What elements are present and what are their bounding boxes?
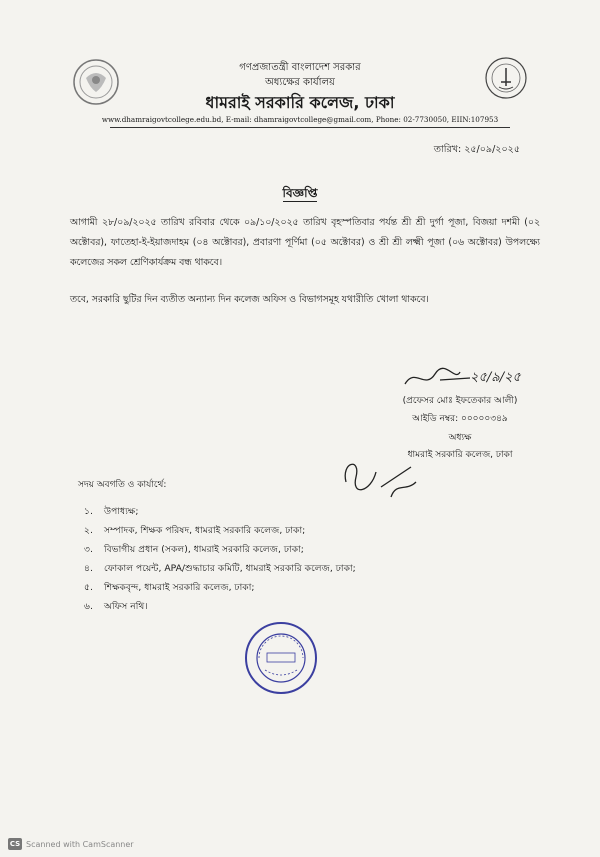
signatory-org: ধামরাই সরকারি কলেজ, ঢাকা [407,450,513,460]
date-line: তারিখ: ২৫/০৯/২০২৫ [433,144,520,155]
header-contact: www.dhamraigovtcollege.edu.bd, E-mail: dhamraigovtcollege@gmail.com, Phone: 02-7730050, EIIN:107953 [101,115,499,124]
signatory-name: (প্রফেসর মোঃ ইফতেকার আলী) [402,396,518,406]
distribution-heading: সদয় অবগতি ও কার্যার্থে: [78,480,167,490]
list-item: ৪. ফোকাল পয়েন্ট, APA/শুদ্ধাচার কমিটি, ধামরাই সরকারি কলেজ, ঢাকা; [84,563,356,574]
initials-scribble-icon [336,452,426,502]
scanner-footer-text: Scanned with CamScanner [26,839,134,849]
header-govt: গণপ্রজাতন্ত্রী বাংলাদেশ সরকার [239,62,361,73]
signature-mark [400,362,550,392]
signatory-title: অধ্যক্ষ [448,433,472,443]
signatory-id: আইডি নম্বর: ০০০০০৩৪৯ [412,414,508,424]
list-item: ৬. অফিস নথি। [84,601,148,612]
body-paragraph-2: তবে, সরকারি ছুটির দিন ব্যতীত অন্যান্য দিন কলেজ অফিস ও বিভাগসমূহ যথারীতি খোলা থাকবে। [70,294,429,305]
list-item: ১. উপাধ্যক্ষ; [84,506,139,517]
notice-heading: বিজ্ঞপ্তি [282,186,318,200]
scanner-footer [8,838,134,850]
signature-date: ২৫/৯/২৫ [470,370,521,385]
header-college-title: ধামরাই সরকারি কলেজ, ঢাকা [205,93,395,112]
header-divider [110,127,510,128]
camscanner-icon: CS [9,840,21,848]
list-item: ৩. বিভাগীয় প্রধান (সকল), ধামরাই সরকারি কলেজ, ঢাকা; [84,544,304,555]
header-office: অধ্যক্ষের কার্যালয় [265,77,335,88]
official-seal-icon [243,620,319,696]
distribution-list [84,502,356,616]
list-item: ২. সম্পাদক, শিক্ষক পরিষদ, ধামরাই সরকারি কলেজ, ঢাকা; [84,525,306,536]
body-paragraph-1: আগামী ২৮/০৯/২০২৫ তারিখ রবিবার থেকে ০৯/১০/২০২৫ তারিখ বৃহস্পতিবার পর্যন্ত শ্রী শ্রী দুর্গা পূজা, বিজয়া দশমী (০২ অক্টোবর), ফাতেহা-ই-ইয়াজদাহম (০৪ অক্টোবর), প্রবারণা পূর্ণিমা (০৫ অক্টোবর) ও শ্রী শ্রী লক্ষ্মী পূজা (০৬ অক্টোবর) উপলক্ষ্যে কলেজের সকল শ্রেণিকার্যক্রম বন্ধ থাকবে। [70,217,540,268]
list-item: ৫. শিক্ষকবৃন্দ, ধামরাই সরকারি কলেজ, ঢাকা; [84,582,255,593]
